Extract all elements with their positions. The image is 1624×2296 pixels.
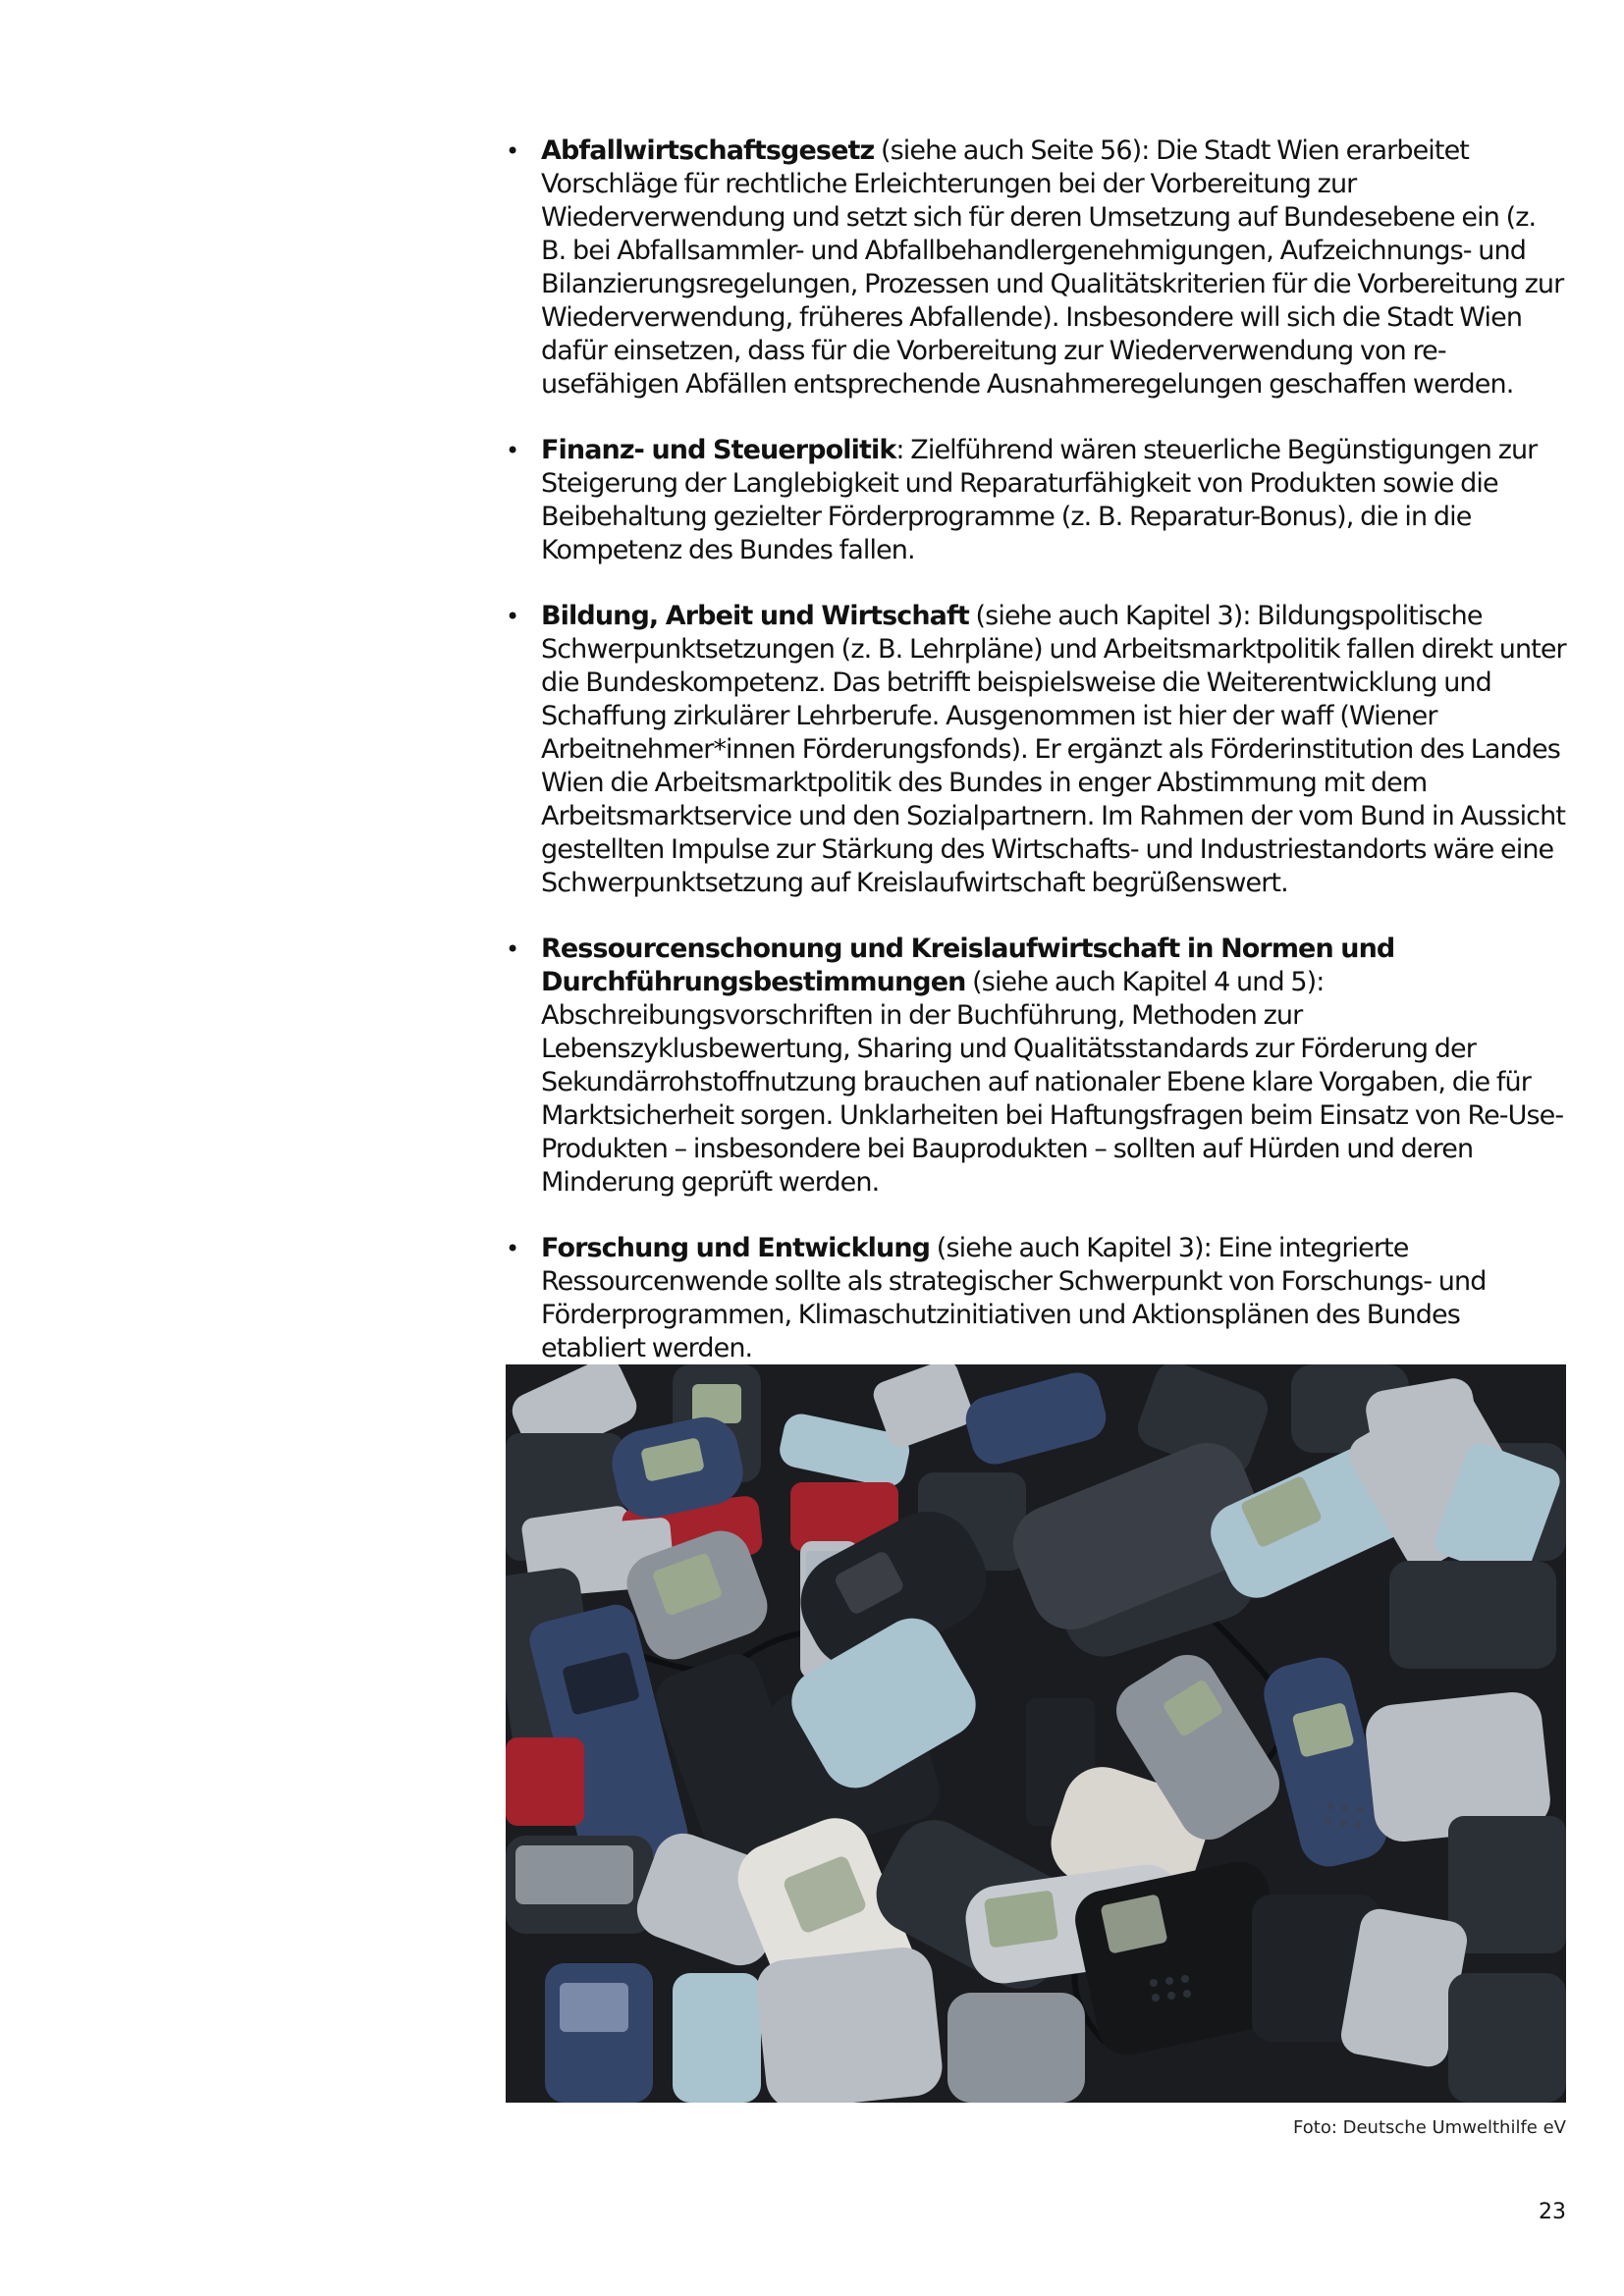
page-number: 23 xyxy=(1539,2200,1566,2224)
bullet-icon: • xyxy=(506,1235,519,1262)
list-item-finanzpolitik xyxy=(506,434,1566,567)
list-item-abfallwirtschaftsgesetz xyxy=(506,134,1566,401)
bullet-icon: • xyxy=(506,603,519,630)
list-item-title: Finanz- und Steuerpolitik xyxy=(541,435,896,465)
bullet-icon: • xyxy=(506,935,519,963)
list-item-body: : Zielführend wären steuerliche Begünstigungen zur Steigerung der Langlebigkeit und Reparaturfähigkeit von Produkten sowie die Beibehaltung gezielter Förderprogramme (z. B. Reparatur-Bonus), die in die Kompetenz des Bundes fallen. xyxy=(541,435,1538,565)
list-item-title: Ressourcenschonung und Kreislaufwirtschaft in Normen und Durchführungsbestimmungen xyxy=(541,934,1395,997)
list-item-forschung xyxy=(506,1232,1566,1365)
list-item-title: Abfallwirtschaftsgesetz xyxy=(541,135,875,166)
list-item-body: (siehe auch Kapitel 3): Bildungspolitische Schwerpunktsetzungen (z. B. Lehrpläne) und Arbeitsmarktpolitik fallen direkt unter die Bundeskompetenz. Das betrifft beispielsweise die Weiterentwicklung und Schaffung zirkulärer Lehrberufe. Ausgenommen ist hier der waff (Wiener Arbeitnehmer*innen Förderungsfonds). Er ergänzt als Förderinstitution des Landes Wien die Arbeitsmarktpolitik des Bundes in enger Abstimmung mit dem Arbeitsmarktservice und den Sozialpartnern. Im Rahmen der vom Bund in Aussicht gestellten Impulse zur Stärkung des Wirtschafts- und Industriestandorts wäre eine Schwerpunktsetzung auf Kreislaufwirtschaft begrüßenswert. xyxy=(541,601,1566,898)
list-item-ressourcenschonung xyxy=(506,933,1566,1200)
bullet-icon: • xyxy=(506,437,519,464)
phone-pile-illustration xyxy=(506,1364,1566,2103)
list-item-title: Forschung und Entwicklung xyxy=(541,1233,931,1263)
main-content xyxy=(506,134,1566,1398)
list-item-bildung xyxy=(506,600,1566,900)
bullet-list xyxy=(506,134,1566,1365)
photo-credit: Foto: Deutsche Umwelthilfe eV xyxy=(1293,2117,1566,2138)
list-item-body: (siehe auch Kapitel 4 und 5): Abschreibungsvorschriften in der Buchführung, Methoden zur Lebenszyklusbewertung, Sharing und Qualitätsstandards zur Förderung der Sekundärrohstoffnutzung brauchen auf nationaler Ebene klare Vorgaben, die für Marktsicherheit sorgen. Unklarheiten bei Haftungsfragen beim Einsatz von Re-Use-Produkten – insbesondere bei Bauprodukten – sollten auf Hürden und deren Minderung geprüft werden. xyxy=(541,967,1564,1198)
bullet-icon: • xyxy=(506,137,519,165)
mobile-phones-photo xyxy=(506,1364,1566,2103)
list-item-body: (siehe auch Kapitel 3): Eine integrierte Ressourcenwende sollte als strategischer Schwerpunkt von Forschungs- und Förderprogrammen, Klimaschutzinitiativen und Aktionsplänen des Bundes etabliert werden. xyxy=(541,1233,1487,1363)
list-item-title: Bildung, Arbeit und Wirtschaft xyxy=(541,601,969,631)
list-item-body: (siehe auch Seite 56): Die Stadt Wien erarbeitet Vorschläge für rechtliche Erleichterungen bei der Vorbereitung zur Wiederverwendung und setzt sich für deren Umsetzung auf Bundesebene ein (z. B. bei Abfallsammler- und Abfallbehandlergenehmigungen, Aufzeichnungs- und Bilanzierungsregelungen, Prozessen und Qualitätskriterien für die Vorbereitung zur Wiederverwendung, früheres Abfallende). Insbesondere will sich die Stadt Wien dafür einsetzen, dass für die Vorbereitung zur Wiederverwendung von re-usefähigen Abfällen entsprechende Ausnahmeregelungen geschaffen werden. xyxy=(541,135,1564,400)
